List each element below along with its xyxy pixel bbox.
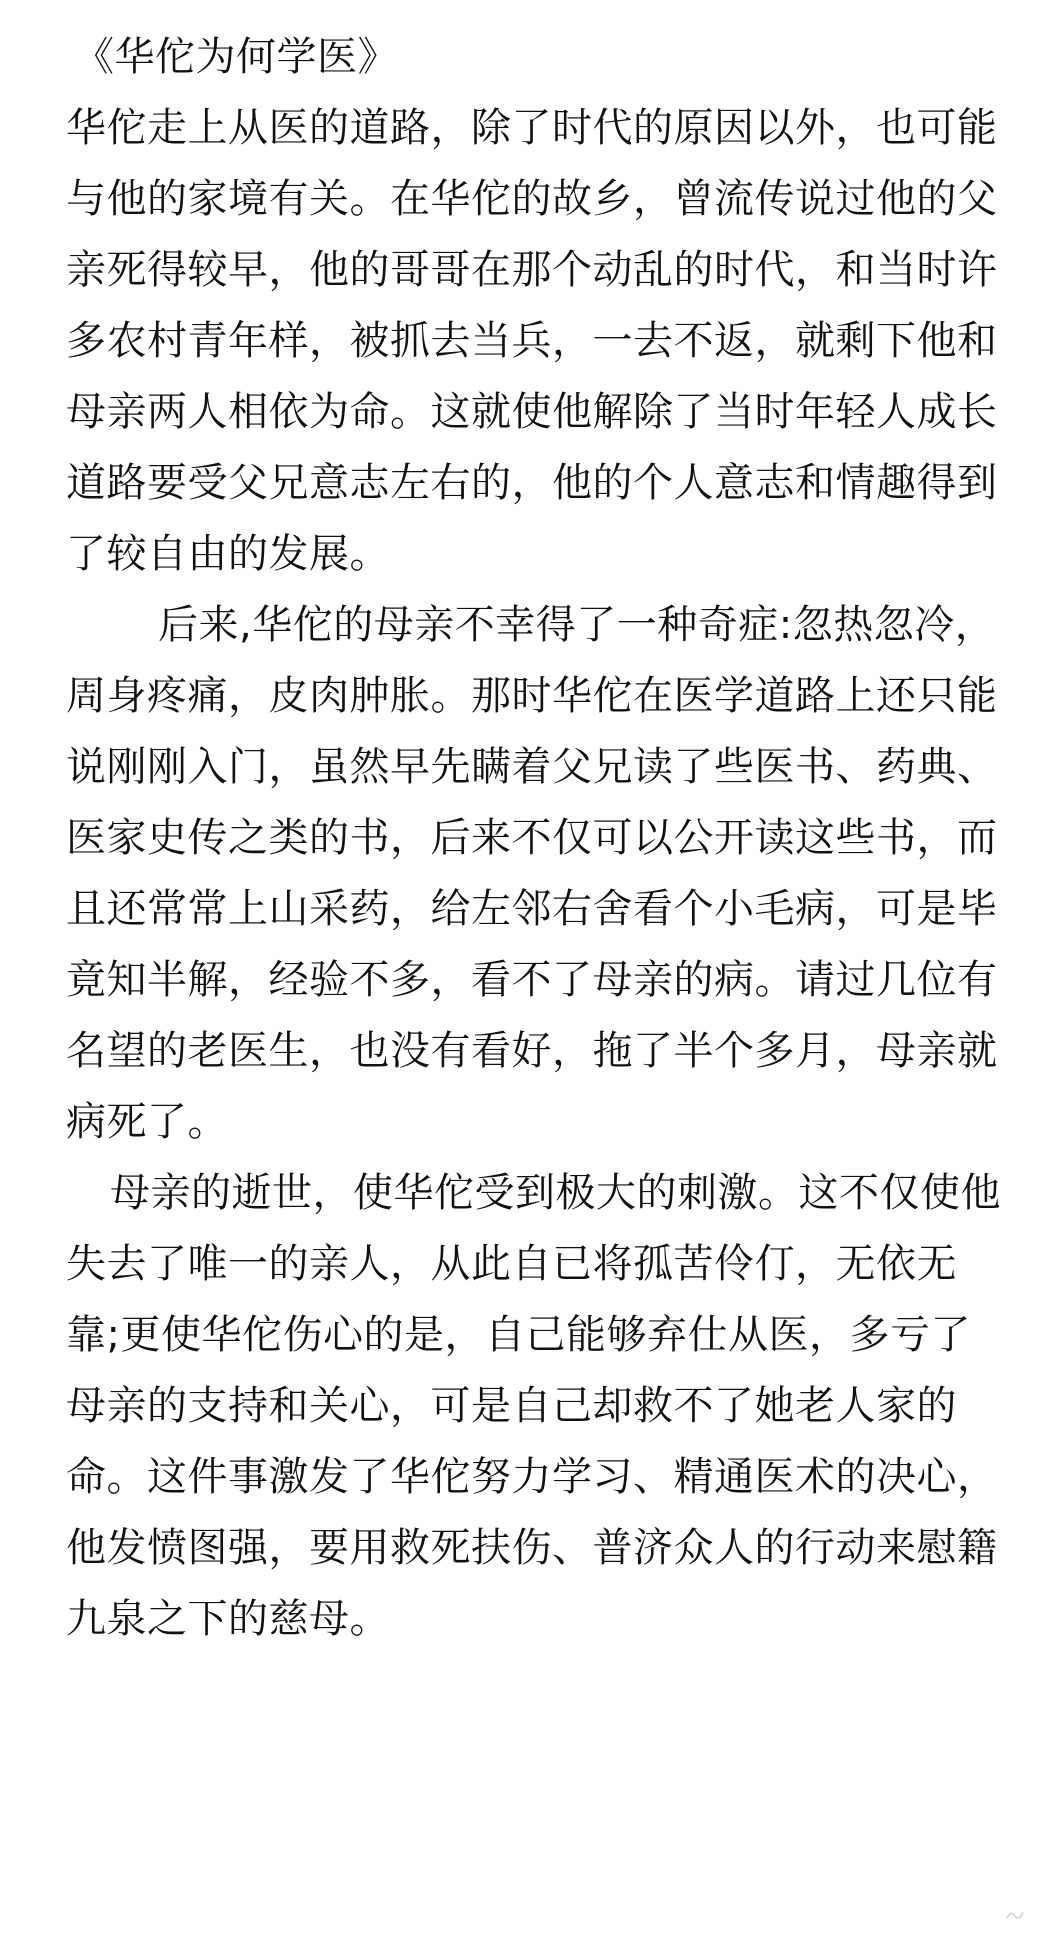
paragraph-mother-death: 母亲的逝世，使华佗受到极大的刺激。这不仅使他失去了唯一的亲人，从此自已将孤苦伶仃，无依无靠;更使华佗伤心的是，自己能够弃仕从医，多亏了母亲的支持和关心，可是自己却救不了她老人家的命。这件事激发了华佗努力学习、精通医术的决心，他发愤图强，要用救死扶伤、普济众人的行动来慰籍九泉之下的慈母。: [66, 1170, 1001, 1642]
paragraph-family-background: 华佗走上从医的道路，除了时代的原因以外，也可能与他的家境有关。在华佗的故乡，曾流传说过他的父亲死得较早，他的哥哥在那个动乱的时代，和当时许多农村青年样，被抓去当兵，一去不返，就剩下他和母亲两人相依为命。这就使他解除了当时年轻人成长道路要受父兄意志左右的，他的个人意志和情趣得到了较自由的发展。: [66, 105, 998, 577]
article: [66, 22, 1006, 1655]
article-title: 《华佗为何学医》: [74, 34, 398, 80]
corner-mark-icon: [1005, 1908, 1025, 1922]
paragraph-mother-illness: 后来,华佗的母亲不幸得了一种奇症:忽热忽冷，周身疼痛，皮肉肿胀。那时华佗在医学道路上还只能说刚刚入门，虽然早先瞒着父兄读了些医书、药典、医家史传之类的书，后来不仅可以公开读这些书，而且还常常上山采药，给左邻右舍看个小毛病，可是毕竟知半解，经验不多，看不了母亲的病。请过几位有名望的老医生，也没有看好，拖了半个多月，母亲就病死了。: [66, 602, 998, 1145]
